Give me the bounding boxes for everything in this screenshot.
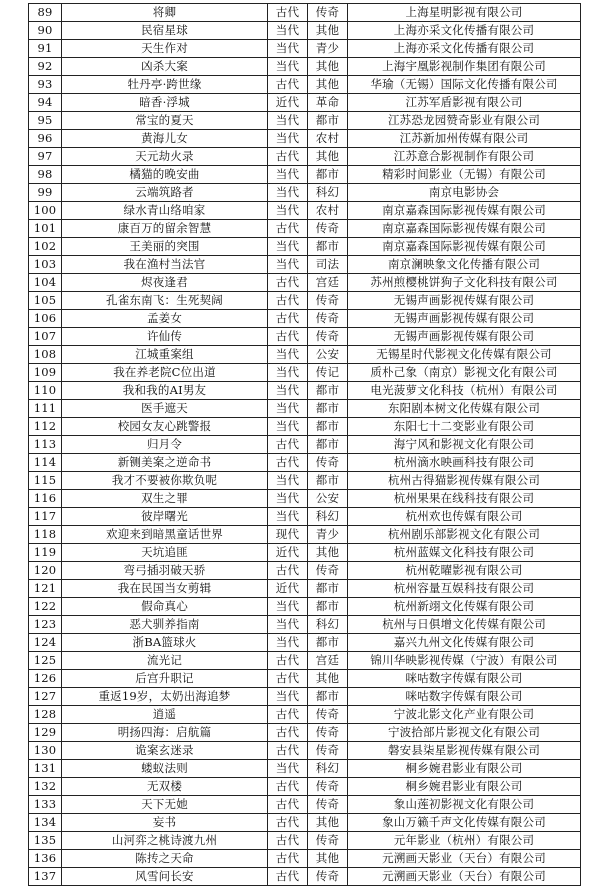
cell-genre: 都市 (308, 166, 348, 184)
cell-company: 杭州欢也传媒有限公司 (348, 508, 581, 526)
cell-number: 117 (29, 508, 62, 526)
cell-company: 南京嘉森国际影视传媒有限公司 (348, 202, 581, 220)
cell-genre: 农村 (308, 202, 348, 220)
cell-era: 当代 (268, 184, 308, 202)
cell-genre: 司法 (308, 256, 348, 274)
cell-era: 古代 (268, 148, 308, 166)
table-row (29, 238, 581, 256)
cell-title: 我才不要被你欺负呢 (62, 472, 268, 490)
cell-title: 无双楼 (62, 778, 268, 796)
cell-era: 当代 (268, 58, 308, 76)
cell-era: 近代 (268, 94, 308, 112)
table-row (29, 724, 581, 742)
cell-genre: 其他 (308, 76, 348, 94)
cell-era: 古代 (268, 832, 308, 850)
cell-era: 古代 (268, 778, 308, 796)
cell-genre: 农村 (308, 130, 348, 148)
cell-genre: 传奇 (308, 328, 348, 346)
cell-company: 元年影业（杭州）有限公司 (348, 832, 581, 850)
cell-era: 当代 (268, 364, 308, 382)
table-row (29, 382, 581, 400)
table-row (29, 868, 581, 886)
cell-company: 咪咕数字传媒有限公司 (348, 688, 581, 706)
cell-company: 上海宇凰影视制作集团有限公司 (348, 58, 581, 76)
cell-company: 东阳七十二变影业有限公司 (348, 418, 581, 436)
cell-title: 双生之罪 (62, 490, 268, 508)
table-row (29, 706, 581, 724)
cell-era: 古代 (268, 436, 308, 454)
table-row (29, 94, 581, 112)
cell-company: 上海亦采文化传播有限公司 (348, 22, 581, 40)
cell-title: 暗香·浮城 (62, 94, 268, 112)
cell-company: 桐乡婉君影业有限公司 (348, 778, 581, 796)
cell-genre: 传奇 (308, 706, 348, 724)
cell-era: 当代 (268, 616, 308, 634)
cell-number: 124 (29, 634, 62, 652)
cell-era: 当代 (268, 40, 308, 58)
cell-title: 陈抟之天命 (62, 850, 268, 868)
cell-genre: 传奇 (308, 562, 348, 580)
cell-era: 古代 (268, 4, 308, 22)
cell-company: 上海亦采文化传播有限公司 (348, 40, 581, 58)
cell-title: 浙BA篮球火 (62, 634, 268, 652)
cell-number: 98 (29, 166, 62, 184)
cell-number: 101 (29, 220, 62, 238)
cell-number: 137 (29, 868, 62, 886)
cell-title: 许仙传 (62, 328, 268, 346)
cell-number: 111 (29, 400, 62, 418)
cell-title: 橘猫的晚安曲 (62, 166, 268, 184)
cell-genre: 传奇 (308, 832, 348, 850)
cell-era: 古代 (268, 670, 308, 688)
cell-company: 无锡声画影视传媒有限公司 (348, 310, 581, 328)
cell-title: 将卿 (62, 4, 268, 22)
cell-company: 杭州蓝媒文化科技有限公司 (348, 544, 581, 562)
cell-number: 131 (29, 760, 62, 778)
cell-genre: 传奇 (308, 292, 348, 310)
cell-genre: 传奇 (308, 220, 348, 238)
cell-era: 当代 (268, 418, 308, 436)
cell-title: 江城重案组 (62, 346, 268, 364)
cell-title: 风雪问长安 (62, 868, 268, 886)
cell-genre: 传奇 (308, 454, 348, 472)
cell-title: 弯弓插羽破天骄 (62, 562, 268, 580)
table-row (29, 472, 581, 490)
table-row (29, 220, 581, 238)
cell-title: 天下无她 (62, 796, 268, 814)
cell-genre: 科幻 (308, 184, 348, 202)
table-row (29, 256, 581, 274)
cell-number: 115 (29, 472, 62, 490)
cell-title: 孔雀东南飞：生死契阔 (62, 292, 268, 310)
cell-company: 电光菠萝文化科技（杭州）有限公司 (348, 382, 581, 400)
cell-number: 134 (29, 814, 62, 832)
cell-title: 烬夜逢君 (62, 274, 268, 292)
cell-number: 105 (29, 292, 62, 310)
table-row (29, 418, 581, 436)
cell-genre: 传奇 (308, 310, 348, 328)
table-row (29, 688, 581, 706)
cell-era: 古代 (268, 796, 308, 814)
cell-company: 精彩时间影业（无锡）有限公司 (348, 166, 581, 184)
cell-number: 107 (29, 328, 62, 346)
cell-era: 当代 (268, 346, 308, 364)
cell-era: 近代 (268, 580, 308, 598)
cell-number: 113 (29, 436, 62, 454)
cell-title: 蝼蚁法则 (62, 760, 268, 778)
cell-era: 古代 (268, 724, 308, 742)
table-row (29, 526, 581, 544)
table-row (29, 328, 581, 346)
cell-number: 96 (29, 130, 62, 148)
cell-company: 杭州乾曜影视有限公司 (348, 562, 581, 580)
cell-era: 当代 (268, 634, 308, 652)
cell-era: 当代 (268, 400, 308, 418)
cell-genre: 科幻 (308, 508, 348, 526)
cell-company: 宁波拾部片影视文化有限公司 (348, 724, 581, 742)
cell-company: 元溯画天影业（天台）有限公司 (348, 868, 581, 886)
cell-genre: 其他 (308, 814, 348, 832)
cell-number: 112 (29, 418, 62, 436)
cell-title: 山河弈之桃诗渡九州 (62, 832, 268, 850)
cell-era: 古代 (268, 292, 308, 310)
cell-genre: 都市 (308, 238, 348, 256)
cell-number: 103 (29, 256, 62, 274)
cell-genre: 传奇 (308, 868, 348, 886)
cell-genre: 都市 (308, 688, 348, 706)
cell-era: 古代 (268, 220, 308, 238)
cell-genre: 都市 (308, 436, 348, 454)
cell-title: 常宝的夏天 (62, 112, 268, 130)
table-row (29, 670, 581, 688)
cell-number: 102 (29, 238, 62, 256)
cell-company: 咪咕数字传媒有限公司 (348, 670, 581, 688)
cell-number: 132 (29, 778, 62, 796)
cell-number: 109 (29, 364, 62, 382)
cell-era: 当代 (268, 760, 308, 778)
cell-company: 苏州煎樱桃饼狗子文化科技有限公司 (348, 274, 581, 292)
cell-company: 杭州古得猫影视传媒有限公司 (348, 472, 581, 490)
cell-era: 古代 (268, 454, 308, 472)
cell-number: 116 (29, 490, 62, 508)
cell-era: 古代 (268, 562, 308, 580)
cell-company: 宁波北影文化产业有限公司 (348, 706, 581, 724)
cell-genre: 都市 (308, 382, 348, 400)
cell-genre: 公安 (308, 490, 348, 508)
registration-table (28, 3, 581, 886)
cell-number: 100 (29, 202, 62, 220)
cell-title: 天元劫火录 (62, 148, 268, 166)
cell-company: 海宁风和影视文化有限公司 (348, 436, 581, 454)
cell-genre: 都市 (308, 112, 348, 130)
cell-company: 象山万籁千声文化传媒有限公司 (348, 814, 581, 832)
table-row (29, 742, 581, 760)
cell-number: 104 (29, 274, 62, 292)
cell-number: 90 (29, 22, 62, 40)
cell-genre: 科幻 (308, 616, 348, 634)
cell-era: 当代 (268, 238, 308, 256)
cell-number: 95 (29, 112, 62, 130)
cell-era: 古代 (268, 310, 308, 328)
table-row (29, 598, 581, 616)
table-row (29, 148, 581, 166)
cell-genre: 其他 (308, 22, 348, 40)
cell-era: 当代 (268, 688, 308, 706)
cell-era: 当代 (268, 472, 308, 490)
cell-genre: 都市 (308, 400, 348, 418)
cell-genre: 传奇 (308, 796, 348, 814)
cell-title: 诡案玄迷录 (62, 742, 268, 760)
cell-era: 古代 (268, 814, 308, 832)
cell-company: 华瑜（无锡）国际文化传播有限公司 (348, 76, 581, 94)
cell-company: 南京嘉森国际影视传媒有限公司 (348, 238, 581, 256)
table-row (29, 112, 581, 130)
cell-title: 假命真心 (62, 598, 268, 616)
cell-era: 古代 (268, 742, 308, 760)
cell-genre: 都市 (308, 580, 348, 598)
cell-number: 128 (29, 706, 62, 724)
cell-title: 重返19岁，太奶出海追梦 (62, 688, 268, 706)
cell-title: 康百万的留余智慧 (62, 220, 268, 238)
cell-era: 当代 (268, 490, 308, 508)
table-row (29, 652, 581, 670)
cell-number: 97 (29, 148, 62, 166)
cell-number: 92 (29, 58, 62, 76)
cell-number: 133 (29, 796, 62, 814)
table-row (29, 400, 581, 418)
cell-number: 121 (29, 580, 62, 598)
cell-genre: 传奇 (308, 724, 348, 742)
table-row (29, 760, 581, 778)
cell-era: 古代 (268, 850, 308, 868)
table-row (29, 580, 581, 598)
cell-company: 杭州新翊文化传媒有限公司 (348, 598, 581, 616)
cell-company: 江苏军盾影视有限公司 (348, 94, 581, 112)
table-row (29, 616, 581, 634)
cell-title: 归月令 (62, 436, 268, 454)
cell-era: 古代 (268, 868, 308, 886)
cell-title: 绿水青山络咱家 (62, 202, 268, 220)
cell-company: 江苏意合影视制作有限公司 (348, 148, 581, 166)
cell-title: 校园女友心跳警报 (62, 418, 268, 436)
cell-number: 99 (29, 184, 62, 202)
cell-number: 120 (29, 562, 62, 580)
table-row (29, 40, 581, 58)
cell-title: 凶杀大案 (62, 58, 268, 76)
cell-genre: 传奇 (308, 4, 348, 22)
cell-genre: 其他 (308, 850, 348, 868)
cell-genre: 都市 (308, 472, 348, 490)
cell-number: 122 (29, 598, 62, 616)
cell-title: 黄海儿女 (62, 130, 268, 148)
cell-company: 无锡声画影视传媒有限公司 (348, 328, 581, 346)
cell-number: 130 (29, 742, 62, 760)
cell-era: 当代 (268, 130, 308, 148)
table-row (29, 544, 581, 562)
table-row (29, 850, 581, 868)
cell-company: 杭州与日俱增文化传媒有限公司 (348, 616, 581, 634)
table-row (29, 202, 581, 220)
table-row (29, 490, 581, 508)
cell-number: 127 (29, 688, 62, 706)
cell-number: 114 (29, 454, 62, 472)
cell-era: 古代 (268, 328, 308, 346)
cell-genre: 宫廷 (308, 652, 348, 670)
cell-number: 119 (29, 544, 62, 562)
cell-era: 古代 (268, 652, 308, 670)
cell-number: 93 (29, 76, 62, 94)
cell-era: 古代 (268, 274, 308, 292)
table-row (29, 184, 581, 202)
cell-title: 妄书 (62, 814, 268, 832)
cell-company: 元溯画天影业（天台）有限公司 (348, 850, 581, 868)
cell-era: 当代 (268, 166, 308, 184)
table-row (29, 310, 581, 328)
table-row (29, 76, 581, 94)
cell-title: 民宿星球 (62, 22, 268, 40)
cell-title: 天坑追匪 (62, 544, 268, 562)
table-row (29, 814, 581, 832)
cell-genre: 宫廷 (308, 274, 348, 292)
cell-genre: 其他 (308, 148, 348, 166)
cell-title: 云端筑路者 (62, 184, 268, 202)
table-row (29, 796, 581, 814)
cell-company: 无锡声画影视传媒有限公司 (348, 292, 581, 310)
cell-genre: 传奇 (308, 742, 348, 760)
cell-title: 我在养老院C位出道 (62, 364, 268, 382)
cell-genre: 青少 (308, 40, 348, 58)
table-row (29, 436, 581, 454)
cell-number: 135 (29, 832, 62, 850)
cell-era: 当代 (268, 112, 308, 130)
table-row (29, 508, 581, 526)
cell-number: 91 (29, 40, 62, 58)
cell-era: 当代 (268, 256, 308, 274)
table-row (29, 832, 581, 850)
cell-title: 明扬四海：启航篇 (62, 724, 268, 742)
cell-genre: 其他 (308, 58, 348, 76)
cell-title: 王美丽的突围 (62, 238, 268, 256)
cell-number: 110 (29, 382, 62, 400)
table-row (29, 454, 581, 472)
cell-company: 桐乡婉君影业有限公司 (348, 760, 581, 778)
table-row (29, 778, 581, 796)
table-row (29, 562, 581, 580)
cell-number: 89 (29, 4, 62, 22)
cell-company: 质朴己象（南京）影视文化有限公司 (348, 364, 581, 382)
table-row (29, 166, 581, 184)
cell-company: 东阳剧本树文化传媒有限公司 (348, 400, 581, 418)
cell-number: 126 (29, 670, 62, 688)
cell-genre: 青少 (308, 526, 348, 544)
cell-genre: 都市 (308, 634, 348, 652)
cell-company: 杭州剧乐部影视文化有限公司 (348, 526, 581, 544)
cell-company: 杭州果果在线科技有限公司 (348, 490, 581, 508)
cell-era: 当代 (268, 22, 308, 40)
cell-era: 当代 (268, 598, 308, 616)
cell-title: 医手遮天 (62, 400, 268, 418)
cell-genre: 其他 (308, 544, 348, 562)
cell-genre: 革命 (308, 94, 348, 112)
cell-era: 当代 (268, 202, 308, 220)
cell-title: 逍遥 (62, 706, 268, 724)
cell-number: 94 (29, 94, 62, 112)
table-row (29, 22, 581, 40)
cell-company: 江苏恐龙园赞奇影业有限公司 (348, 112, 581, 130)
cell-company: 无锡星时代影视文化传媒有限公司 (348, 346, 581, 364)
cell-title: 欢迎来到暗黑童话世界 (62, 526, 268, 544)
cell-era: 古代 (268, 76, 308, 94)
cell-genre: 传奇 (308, 778, 348, 796)
cell-genre: 其他 (308, 670, 348, 688)
cell-title: 恶犬驯养指南 (62, 616, 268, 634)
table-row (29, 634, 581, 652)
cell-title: 孟姜女 (62, 310, 268, 328)
cell-number: 123 (29, 616, 62, 634)
table-row (29, 364, 581, 382)
cell-title: 新铡美案之逆命书 (62, 454, 268, 472)
cell-company: 杭州容量互娱科技有限公司 (348, 580, 581, 598)
table-body (29, 4, 581, 886)
cell-company: 南京澜映象文化传播有限公司 (348, 256, 581, 274)
cell-company: 嘉兴九州文化传媒有限公司 (348, 634, 581, 652)
cell-company: 南京嘉森国际影视传媒有限公司 (348, 220, 581, 238)
cell-number: 118 (29, 526, 62, 544)
cell-title: 我和我的AI男友 (62, 382, 268, 400)
cell-company: 南京电影协会 (348, 184, 581, 202)
cell-title: 牡丹亭·跨世缘 (62, 76, 268, 94)
cell-era: 古代 (268, 706, 308, 724)
cell-number: 129 (29, 724, 62, 742)
cell-company: 江苏新加州传媒有限公司 (348, 130, 581, 148)
cell-era: 当代 (268, 382, 308, 400)
cell-era: 近代 (268, 544, 308, 562)
cell-company: 杭州滴水映画科技有限公司 (348, 454, 581, 472)
table-row (29, 130, 581, 148)
table-row (29, 274, 581, 292)
table-row (29, 292, 581, 310)
cell-company: 象山莲初影视文化有限公司 (348, 796, 581, 814)
table-row (29, 346, 581, 364)
cell-company: 磐安县柒星影视传媒有限公司 (348, 742, 581, 760)
table-row (29, 58, 581, 76)
cell-genre: 传记 (308, 364, 348, 382)
cell-genre: 都市 (308, 418, 348, 436)
cell-genre: 都市 (308, 598, 348, 616)
cell-number: 136 (29, 850, 62, 868)
cell-era: 当代 (268, 508, 308, 526)
cell-company: 上海星明影视有限公司 (348, 4, 581, 22)
table-row (29, 4, 581, 22)
cell-title: 我在渔村当法官 (62, 256, 268, 274)
cell-era: 现代 (268, 526, 308, 544)
cell-title: 后宫升职记 (62, 670, 268, 688)
cell-title: 流光记 (62, 652, 268, 670)
cell-number: 125 (29, 652, 62, 670)
cell-title: 我在民国当女剪辑 (62, 580, 268, 598)
cell-genre: 科幻 (308, 760, 348, 778)
cell-number: 108 (29, 346, 62, 364)
cell-company: 锦川华映影视传媒（宁波）有限公司 (348, 652, 581, 670)
cell-title: 彼岸曙光 (62, 508, 268, 526)
cell-title: 天生作对 (62, 40, 268, 58)
cell-number: 106 (29, 310, 62, 328)
cell-genre: 公安 (308, 346, 348, 364)
